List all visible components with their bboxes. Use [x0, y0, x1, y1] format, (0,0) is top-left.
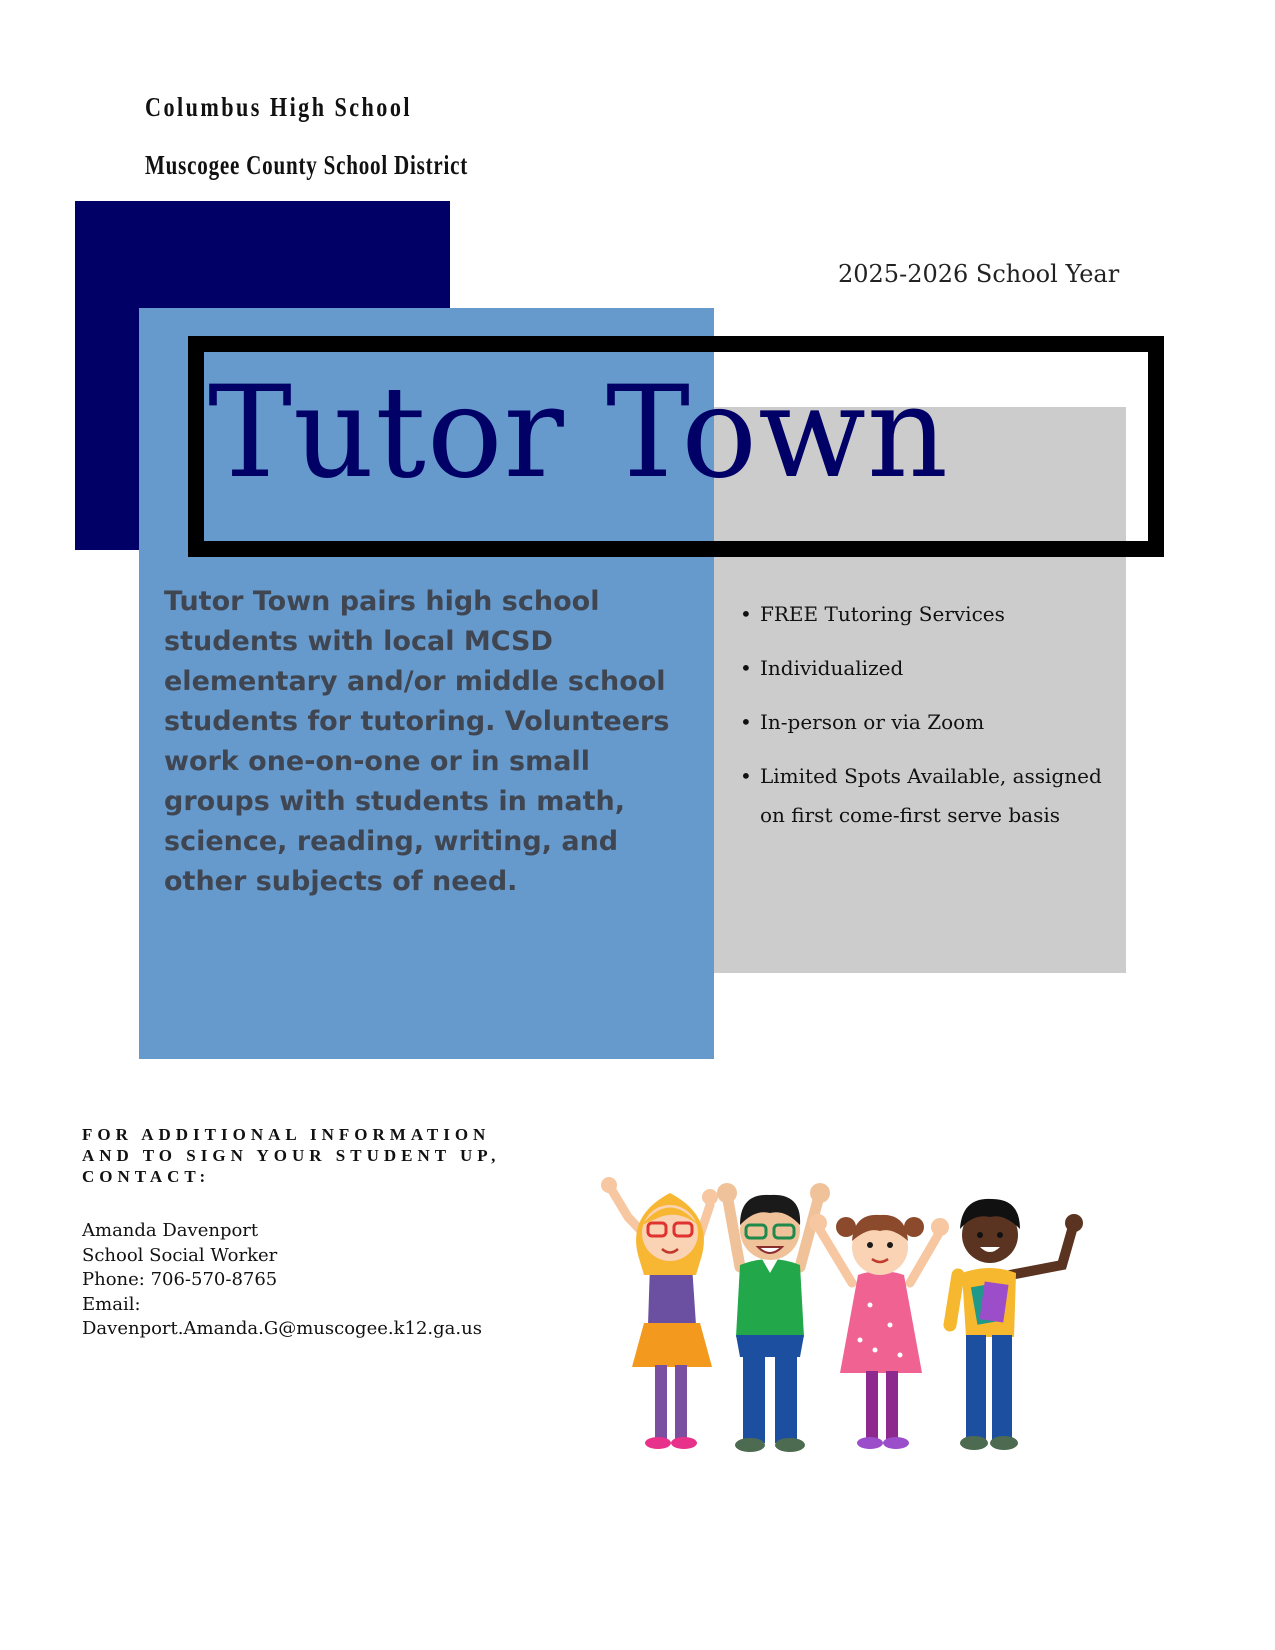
children-illustration: [600, 1175, 1130, 1475]
bullet-icon: •: [740, 602, 752, 626]
contact-heading-line: FOR ADDITIONAL INFORMATION: [82, 1125, 491, 1144]
bullet-icon: •: [740, 710, 752, 734]
feature-item: [740, 649, 1126, 688]
feature-text: Limited Spots Available, assigned on first come-first serve basis: [760, 764, 1102, 827]
contact-heading-line: CONTACT:: [82, 1167, 211, 1186]
contact-name: Amanda Davenport: [82, 1220, 259, 1241]
bullet-icon: •: [740, 764, 752, 788]
kid-boy-yellow-illustration: [950, 1199, 1083, 1450]
feature-item: [740, 703, 1126, 742]
contact-role: School Social Worker: [82, 1244, 278, 1266]
contact-email[interactable]: Davenport.Amanda.G@muscogee.k12.ga.us: [82, 1318, 482, 1339]
kid-girl-glasses-illustration: [601, 1177, 718, 1449]
bullet-icon: •: [740, 656, 752, 680]
contact-heading: [82, 1124, 500, 1187]
feature-text: Individualized: [760, 656, 904, 680]
kid-girl-pink-illustration: [809, 1214, 949, 1449]
contact-heading-line: AND TO SIGN YOUR STUDENT UP,: [82, 1146, 501, 1165]
contact-email-label: Email:: [82, 1293, 141, 1315]
contact-info: [82, 1219, 482, 1342]
school-name: Columbus High School: [145, 92, 412, 122]
district-name: Muscogee County School District: [145, 150, 469, 180]
page-title: Tutor Town: [208, 359, 950, 506]
contact-phone: Phone: 706-570-8765: [82, 1269, 278, 1290]
feature-text: FREE Tutoring Services: [760, 602, 1005, 626]
school-year: 2025-2026 School Year: [838, 260, 1120, 288]
feature-list: [740, 595, 1126, 850]
feature-text: In-person or via Zoom: [760, 710, 985, 734]
feature-item: [740, 757, 1126, 835]
feature-item: [740, 595, 1126, 634]
program-description: Tutor Town pairs high school students with local MCSD elementary and/or middle school students for tutoring. Volunteers work one-on-one or in small groups with students in math, science, reading, writing, and other subjects of need.: [164, 586, 670, 897]
